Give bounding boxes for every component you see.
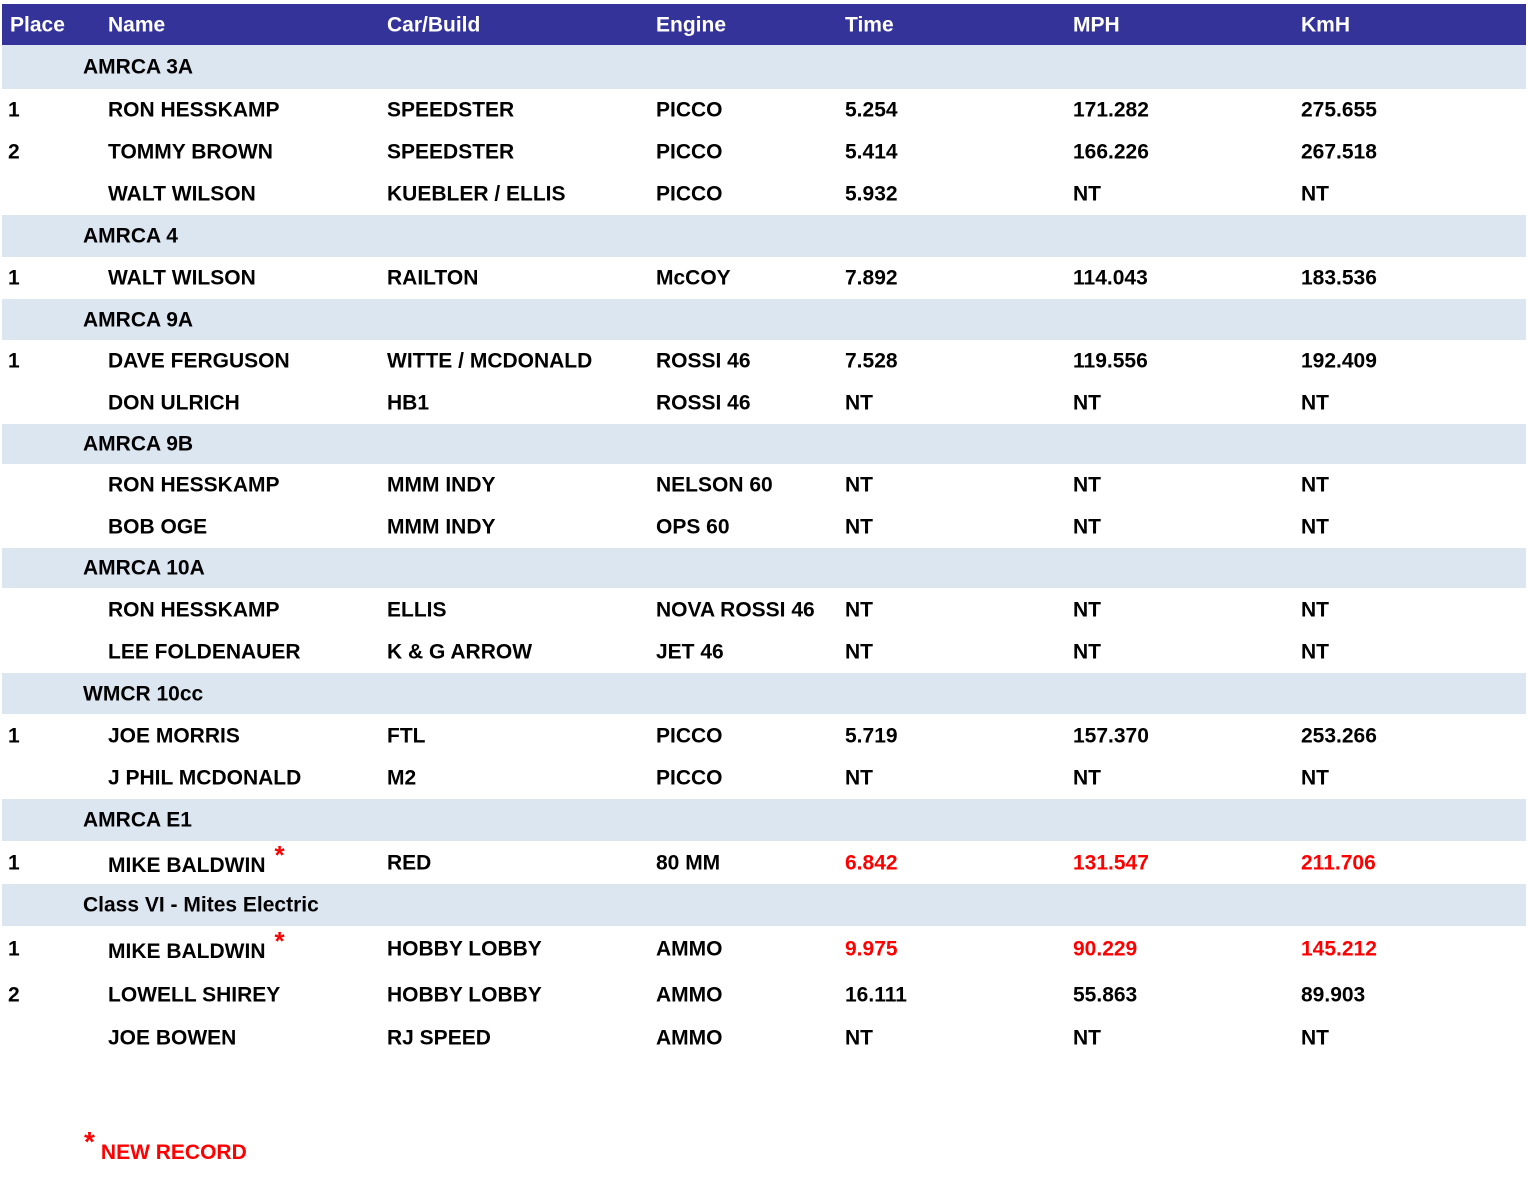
cell-mph: NT xyxy=(1073,640,1101,664)
cell-name: LOWELL SHIREY xyxy=(108,983,281,1006)
cell-time: 5.414 xyxy=(845,140,898,164)
cell-engine: AMMO xyxy=(656,937,723,961)
cell-kmh: NT xyxy=(1301,766,1329,790)
cell-mph: NT xyxy=(1073,473,1101,497)
results-table xyxy=(2,4,1526,1059)
cell-mph: 171.282 xyxy=(1073,98,1149,122)
cell-car: HOBBY LOBBY xyxy=(387,937,542,961)
cell-time: 7.892 xyxy=(845,266,898,290)
cell-kmh: NT xyxy=(1301,473,1329,497)
header-car-build: Car/Build xyxy=(387,13,481,36)
class-label: WMCR 10cc xyxy=(83,682,204,705)
cell-name: MIKE BALDWIN * xyxy=(108,839,285,877)
header-name: Name xyxy=(108,13,166,36)
cell-name: RON HESSKAMP xyxy=(108,473,280,497)
cell-car: RED xyxy=(387,851,432,874)
class-label: AMRCA 9A xyxy=(83,308,194,331)
cell-kmh: 211.706 xyxy=(1301,851,1376,874)
cell-time: 9.975 xyxy=(845,937,898,961)
cell-time: 16.111 xyxy=(845,983,907,1006)
legend xyxy=(84,1126,247,1166)
table-row xyxy=(2,757,1526,799)
cell-mph: NT xyxy=(1073,515,1101,539)
class-label: AMRCA 10A xyxy=(83,556,205,580)
cell-place: 1 xyxy=(8,349,20,373)
cell-car: RJ SPEED xyxy=(387,1026,491,1050)
cell-mph: 166.226 xyxy=(1073,140,1149,164)
table-row xyxy=(2,89,1526,131)
cell-kmh: NT xyxy=(1301,515,1329,539)
cell-mph: NT xyxy=(1073,1026,1101,1050)
table-row xyxy=(2,1017,1526,1059)
cell-engine: NOVA ROSSI 46 xyxy=(656,598,815,621)
cell-engine: PICCO xyxy=(656,766,723,790)
cell-name: RON HESSKAMP xyxy=(108,598,280,621)
cell-engine: OPS 60 xyxy=(656,515,730,539)
cell-name: LEE FOLDENAUER xyxy=(108,640,301,664)
cell-kmh: 275.655 xyxy=(1301,98,1377,122)
cell-engine: AMMO xyxy=(656,1026,723,1050)
header-place: Place xyxy=(10,13,65,36)
cell-mph: 90.229 xyxy=(1073,937,1138,961)
cell-kmh: NT xyxy=(1301,1026,1329,1050)
cell-car: ELLIS xyxy=(387,598,447,621)
table-row xyxy=(2,926,1526,972)
cell-name: JOE BOWEN xyxy=(108,1026,237,1050)
cell-place: 1 xyxy=(8,266,20,290)
cell-name: DAVE FERGUSON xyxy=(108,349,290,373)
cell-car: SPEEDSTER xyxy=(387,140,515,164)
table-row xyxy=(2,173,1526,215)
cell-car: FTL xyxy=(387,724,426,747)
cell-engine: AMMO xyxy=(656,983,723,1006)
cell-mph: NT xyxy=(1073,598,1101,621)
cell-engine: JET 46 xyxy=(656,640,724,664)
cell-mph: 114.043 xyxy=(1073,266,1148,290)
cell-place: 1 xyxy=(8,937,20,961)
cell-engine: PICCO xyxy=(656,724,723,747)
cell-name: TOMMY BROWN xyxy=(108,140,273,164)
cell-mph: NT xyxy=(1073,182,1101,206)
cell-place: 2 xyxy=(8,983,20,1006)
cell-place: 1 xyxy=(8,851,20,874)
cell-name: J PHIL MCDONALD xyxy=(108,766,302,790)
cell-time: 6.842 xyxy=(845,851,898,874)
table-row xyxy=(2,714,1526,757)
cell-name: BOB OGE xyxy=(108,515,208,539)
cell-place: 2 xyxy=(8,140,20,164)
class-row xyxy=(2,548,1526,588)
cell-car: MMM INDY xyxy=(387,515,496,539)
cell-car: M2 xyxy=(387,766,417,790)
table-row xyxy=(2,131,1526,173)
table-body xyxy=(2,45,1526,1059)
cell-engine: NELSON 60 xyxy=(656,473,773,497)
cell-time: NT xyxy=(845,515,873,539)
table-row xyxy=(2,631,1526,673)
cell-time: NT xyxy=(845,640,873,664)
cell-car: HB1 xyxy=(387,391,430,415)
table-row xyxy=(2,464,1526,506)
cell-car: MMM INDY xyxy=(387,473,496,497)
cell-mph: 119.556 xyxy=(1073,349,1148,373)
cell-engine: ROSSI 46 xyxy=(656,349,751,373)
cell-time: NT xyxy=(845,473,873,497)
table-row xyxy=(2,972,1526,1017)
cell-kmh: 253.266 xyxy=(1301,724,1377,747)
cell-name: WALT WILSON xyxy=(108,266,256,290)
class-label: AMRCA 9B xyxy=(83,432,194,456)
cell-time: 5.719 xyxy=(845,724,898,747)
cell-name: WALT WILSON xyxy=(108,182,256,206)
cell-name: DON ULRICH xyxy=(108,391,240,415)
cell-time: NT xyxy=(845,766,873,790)
cell-kmh: 89.903 xyxy=(1301,983,1366,1006)
cell-kmh: 145.212 xyxy=(1301,937,1377,961)
legend-text: NEW RECORD xyxy=(100,1141,247,1164)
cell-time: 7.528 xyxy=(845,349,898,373)
class-row xyxy=(2,424,1526,464)
cell-place: 1 xyxy=(8,724,20,747)
table-row xyxy=(2,506,1526,548)
class-row xyxy=(2,799,1526,841)
cell-engine: McCOY xyxy=(656,266,731,290)
cell-kmh: 267.518 xyxy=(1301,140,1377,164)
cell-car: WITTE / MCDONALD xyxy=(387,349,593,373)
cell-car: HOBBY LOBBY xyxy=(387,983,542,1006)
cell-car: RAILTON xyxy=(387,266,479,290)
cell-mph: 131.547 xyxy=(1073,851,1149,874)
cell-mph: 157.370 xyxy=(1073,724,1149,747)
cell-engine: PICCO xyxy=(656,182,723,206)
table-row xyxy=(2,382,1526,424)
cell-car: KUEBLER / ELLIS xyxy=(387,182,566,206)
class-row xyxy=(2,884,1526,926)
class-label: AMRCA 4 xyxy=(83,224,178,248)
cell-mph: 55.863 xyxy=(1073,983,1138,1006)
record-star-icon: * xyxy=(84,1126,95,1157)
cell-mph: NT xyxy=(1073,391,1101,415)
record-star-icon: * xyxy=(274,839,285,870)
cell-car: K & G ARROW xyxy=(387,640,533,664)
cell-kmh: NT xyxy=(1301,391,1329,415)
cell-mph: NT xyxy=(1073,766,1101,790)
class-row xyxy=(2,215,1526,257)
table-row xyxy=(2,257,1526,299)
cell-engine: 80 MM xyxy=(656,851,721,874)
cell-kmh: NT xyxy=(1301,598,1329,621)
cell-kmh: NT xyxy=(1301,182,1329,206)
cell-engine: ROSSI 46 xyxy=(656,391,751,415)
header-engine: Engine xyxy=(656,13,727,36)
cell-kmh: NT xyxy=(1301,640,1329,664)
table-header xyxy=(2,4,1526,45)
table-row xyxy=(2,340,1526,382)
cell-time: 5.932 xyxy=(845,182,898,206)
cell-time: 5.254 xyxy=(845,98,898,122)
class-row xyxy=(2,673,1526,714)
cell-engine: PICCO xyxy=(656,98,723,122)
cell-name: JOE MORRIS xyxy=(108,724,240,747)
header-time: Time xyxy=(845,13,894,36)
cell-place: 1 xyxy=(8,98,20,122)
class-label: AMRCA E1 xyxy=(83,808,192,832)
record-star-icon: * xyxy=(274,926,285,956)
header-mph: MPH xyxy=(1073,13,1120,36)
cell-kmh: 192.409 xyxy=(1301,349,1377,373)
table-row xyxy=(2,841,1526,884)
cell-time: NT xyxy=(845,1026,873,1050)
cell-name: MIKE BALDWIN * xyxy=(108,926,285,963)
class-label: AMRCA 3A xyxy=(83,55,194,79)
cell-kmh: 183.536 xyxy=(1301,266,1377,290)
class-row xyxy=(2,299,1526,340)
cell-time: NT xyxy=(845,598,873,621)
cell-time: NT xyxy=(845,391,873,415)
cell-car: SPEEDSTER xyxy=(387,98,515,122)
class-label: Class VI - Mites Electric xyxy=(83,893,319,917)
cell-engine: PICCO xyxy=(656,140,723,164)
header-kmh: KmH xyxy=(1301,13,1351,36)
table-row xyxy=(2,588,1526,631)
cell-name: RON HESSKAMP xyxy=(108,98,280,122)
class-row xyxy=(2,45,1526,89)
